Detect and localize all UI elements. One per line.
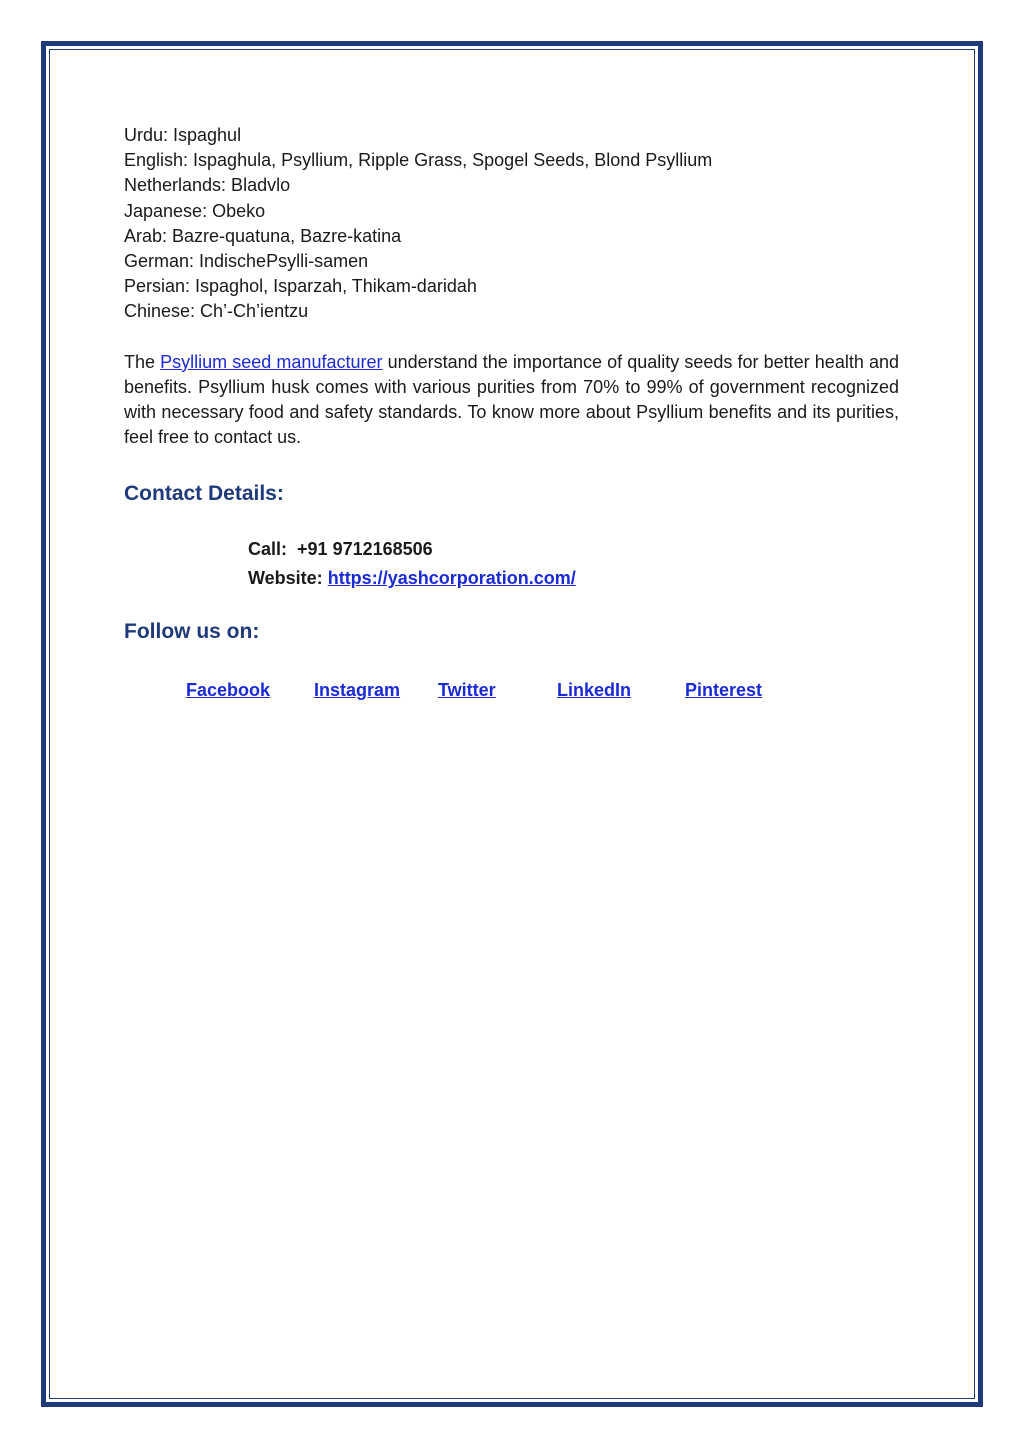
website-label: Website:: [248, 568, 323, 588]
name-line-english: English: Ispaghula, Psyllium, Ripple Grass, Spogel Seeds, Blond Psyllium: [124, 150, 713, 171]
pinterest-link[interactable]: Pinterest: [685, 680, 763, 700]
name-line-japanese: Japanese: Obeko: [124, 200, 266, 221]
twitter-link[interactable]: Twitter: [438, 680, 496, 700]
description-paragraph: [124, 350, 899, 451]
document-body: [124, 123, 899, 450]
contact-block: [248, 535, 576, 593]
instagram-link[interactable]: Instagram: [314, 680, 401, 700]
psyllium-seed-manufacturer-link[interactable]: Psyllium seed manufacturer: [160, 351, 383, 372]
contact-details-heading: Contact Details:: [124, 482, 284, 505]
name-line-netherlands: Netherlands: Bladvlo: [124, 175, 291, 196]
name-line-arab: Arab: Bazre-quatuna, Bazre-katina: [124, 225, 402, 246]
facebook-link[interactable]: Facebook: [186, 680, 271, 700]
website-line: [248, 564, 576, 593]
name-line-chinese: Chinese: Ch’-Ch’ientzu: [124, 301, 309, 322]
name-line-urdu: Urdu: Ispaghul: [124, 125, 242, 145]
name-line-german: German: IndischePsylli-samen: [124, 251, 369, 272]
phone-number: +91 9712168506: [297, 539, 433, 559]
follow-us-heading: Follow us on:: [124, 620, 260, 643]
names-list: [124, 123, 899, 325]
name-line-persian: Persian: Ispaghol, Isparzah, Thikam-daridah: [124, 276, 477, 297]
call-label: Call:: [248, 539, 288, 559]
call-line: [248, 535, 576, 564]
paragraph-prefix: The: [124, 351, 156, 372]
linkedin-link[interactable]: LinkedIn: [557, 680, 632, 700]
paragraph-body: understand the importance of quality seeds for better health and benefits. Psyllium husk comes with various purities from 70% to 99% of government recognized with necessary food and safety standards. To know more about Psyllium benefits and its purities, feel free to contact us.: [124, 351, 899, 448]
website-link[interactable]: https://yashcorporation.com/: [327, 568, 576, 588]
